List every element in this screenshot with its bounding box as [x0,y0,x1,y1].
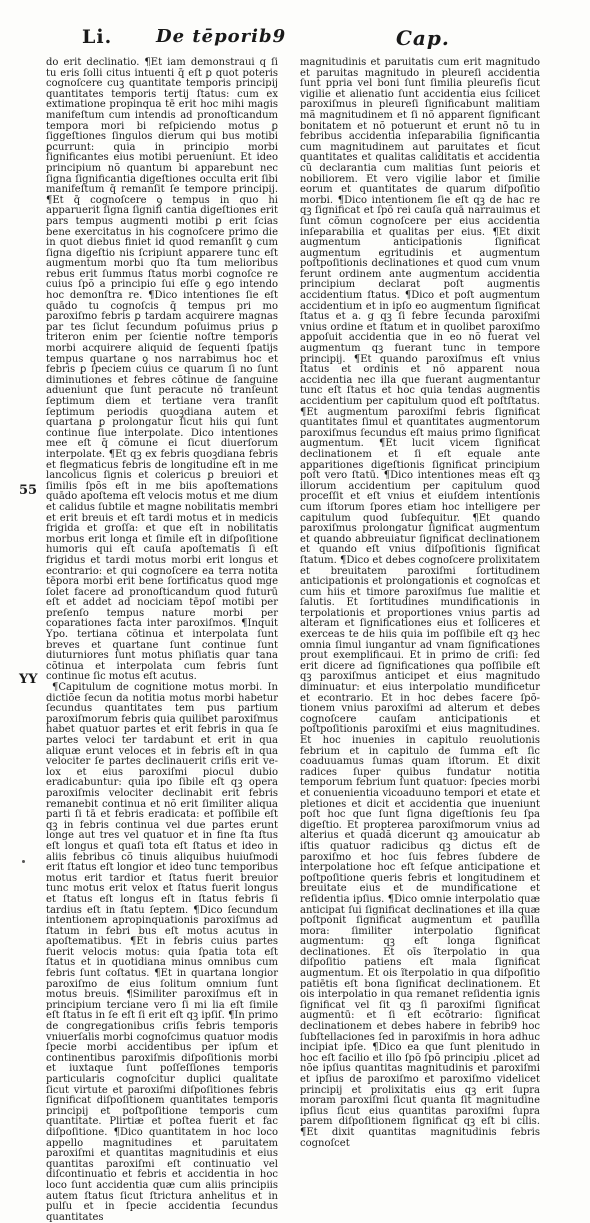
margin-note: 55 [19,483,38,498]
folio-number: Li. [82,26,113,48]
left-text-column [46,57,279,1223]
right-text-column [300,57,540,1149]
paragraph: ¶Capitulum de cognitione motus morbi. In dictiõe ſecun da notitia motus morbi habetur ſecundus quantitates tem pus partium paroxiſmorum febris quia quilibet paroxiſmus habet quatuor partes et erit febris in qua ſe partes veloci ter tardabunt et erit in qua aliquæ erunt veloces et in febris eſt in qua velociter ſe partes declinauerit criſis erit ve lox et eius paroxiſmi piocul dubio eradicabuntur: quia ipo ſibile eſt qꝫ opera paroxiſmis velociter declinabit erit febris remanebit continua et nõ erit ſimiliter aliqua parti ſi tā et febris eradicata: et poſſibile eſt qꝫ in febris continua vel due partes erunt longe aut tres vel quatuor et in fine ſta ſtus eſt longus et quaſi tota eſt ſtatus et ideo in aliis febribus cõ tinuis aliquibus huiuſmodi erit ſtatus eſt longior et ideo tunc temporibus motus erit tardior et ſtatus fuerit breuior tunc motus erit velox et ſtatus fuerit longus et ſtatus eſt longus eſt in ſtatus febris ſi tardius eſt in ſtatu ſeptem. ¶Dico ſecundum intentionem apropinquationis paroxiſmus ad ſtatum in febri bus eſt motus acutus in apoſtematibus. ¶Et in febris cuius partes fuerit velocis motus: quia ſpatia tota eſt ſtatus et in quotidiana minus omnibus cum febris ſunt coſtatus. ¶Et in quartana longior paroxiſmo de eius ſolitum omnium ſunt motus breuis. ¶Similiter paroxiſmus eſt in principium terciane vero ſi mi lia eſt ſimile eſt ſtatus in ſe eſt ſi erit eſt qꝫ ipſiſ. ¶In primo de congregationibus criſis febris temporis vniuerſalis morbi cognoſcimus quatuor modis ſpecie morbi accidentibus per ipſum et continentibus paroxiſmis diſpoſitionis morbi et iuxtaque ſunt poſſeſſiones temporis particularis cognoſcitur duplici qualitate ſicut virtute et paroxiſmi diſpoſitiones febris ſignificat diſpoſitionem quantitates temporis principij et poſtpoſitione temporis cum quantitate. Plirtiæ et poſtea fuerit et fac diſpoſitione. ¶Dico quantitatem in hoc loco appello magnitudines et paruitatem paroxiſmi et quantitas magnitudinis et eius quantitas paroxiſmi eſt continuatio vel diſcontinuatio et febris et accidentia in hoc loco ſunt accidentia quæ cum aliis principiis autem ſtatus ſicut ſtrictura anhelitus et in pulſu et in ſpecie accidentia ſecundus quantitates [46,682,278,1223]
margin-note: YY [19,672,38,687]
running-title: De tēporib9 [156,26,287,47]
ink-speck [22,860,25,863]
paragraph: magnitudinis et paruitatis cum erit magnitudo et paruitas magnitudo in pleureſi accidentia ſunt ppria vel boni ſunt ſimilia pleureſis ſicut vigilie et alienatio ſunt accidentia eius ſcilicet paroxiſmus in pleureſi ſignificabunt malitiam mã magnitudinem et ſi nõ apparent ſignificant bonitatem et nõ potuerunt et erunt nõ tu in febribus accidentia inſeparabilia ſignificantia cum magnitudinem aut paruitates et ſicut quantitates et qualitas caliditatis et accidentia cũ declarantia cum malitias ſunt peioris et nobiliorem. Et vero vigilie labor et ſimilie eorum et quantitates de quarum diſpoſitio morbi. ¶Dico intentionem ſie eſt qꝫ de hac re qꝫ ſignificat et ſpõ rei cauſa quā narrauimus et ſunt cõmun cognoſcere per eius accidentia inſeparabilia et qualitas per eius. ¶Et dixit augmentum anticipationis ſignificat augmentum egritudinis et augmentum poſtpoſitionis declinationes et quod cum vnum ferunt ordinem ante augmentum accidentia principium declarat poſt augmentis accidentium ſtatus. ¶Dico et poſt augmentum accidentium et in ipſo eo augmentum ſignificat ſtatus et a. g qꝫ ſi febre ſecunda paroxiſmi vnius ordine et ſtatum et in quolibet paroxiſmo appoſuit accidentia que in eo nõ fuerat vel augmentum qꝫ fuerant tunc in tempore principij. ¶Et quando paroxiſmus eſt vnius ſtatus et ordinis et nõ apparent noua accidentia nec illa que fuerant augmentantur tunc eſt ſtatus et hoc quia tendas augmentis accidentium per capitulum quod eſt poſtſtatus. ¶Et augmentum paroxiſmi febris ſignificat quantitates ſimul et quantitates augmentorum paroxiſmus ſecundus eſt maius primo ſignificat augmentum. ¶Et lucit vicem ſignificat declinationem et ſi eſt equale ante apparitiones digeſtionis ſignificat principium poſt vero ſtatū. ¶Dico intentiones meas eſt qꝫ illorum accidentium per capitulum quod proceſſit et eſt vnius et eiuſdem intentionis cum iſtorum ſpores etiam hoc intelligere per capitulum quod ſubſequitur. ¶Et quando paroxiſmus prolongatur ſignificat augmentum et quando abbreuiatur ſignificat declinationem et quando eſt vnius diſpoſitionis ſignificat ſtatum. ¶Dico et debes cognoſcere prolixitatem et breuitatem paroxiſmi ſortitudinem anticipationis et prolongationis et cognoſcas et cum hiis et timore paroxiſmus ſue malitie et ſalutis. Et ſortitudines mundificationis in terpolationis et proportiones vnius partis ad alteram et ſignificationes eius et ſolliceres et exerceas te de hiis quia im poſſibile eſt qꝫ hec omnia ſimul iungantur ad vnam ſignificationes prout exemplificaui. Et in primo de criſi: ſed erit dicere ad ſignificationes qua poſſibile eſt qꝫ paroxiſmus anticipet et eius magnitudo diminuatur: et eius interpolatio mundificetur et econtrario. Et in hoc debes facere ſpõ tionem vnius paroxiſmi ad alterum et debes cognoſcere cauſam anticipationis et poſtpoſitionis paroxiſmi et eius magnitudines. Et hoc inuenies in capitulo reuolutionis febrium et in capitulo de ſumma eſt ſic coaduuamus ſumas quam iſtorum. Et dixit radices ſuper quibus fundatur notitia temporum febrium ſunt quatuor: ſpecies morbi et conuenientia vicoaduuno tempori et etate et pletiones et dicit et accidentia que inueniunt poſt hoc que ſunt ſigna digeſtionis ſeu ſpa digeſtio. Et propterea paroxiſmorum vnius ad alterius et quadã dicerunt qꝫ amouicatur ab iſtis quatuor radicibus qꝫ dictus eſt de paroxiſmo et hoc ſuis febres ſubdere de interpolatione hoc eſt ſeſque anticipatione et poſtpoſitione queris febris et longitudinem et breuitate eius et de mundificatione et reſidentia ipſius. ¶Dico omnie interpolatio quæ anticipat ſui ſignificat declinationes et illa quæ poſtponit ſignificat augmentum et pauſilla mora: ſimiliter interpolatio ſignificat augmentum: qꝫ eſt longa ſignificat declinationes. Et oīs ĩterpolatio in qua diſpoſitio patiens eſt mala ſignificat augmentum. Et ois ĩterpolatio in qua diſpoſitio patiētis eſt bona ſignificat declinationem. Et ois interpolatio in qua remanet reſidentia ignis ſignificat vel ſit qꝫ ſi paroxiſmi ſignificat augmentū: et ſi eſt ecõtrario: ſignificat declinationem et debes habere in febrib9 hoc ſubſtellaciones ſed in paroxiſmis in hora adhuc incipiat ipſe. ¶Dico ea que ſunt plenitudo in hoc eſt facilio et illo ſpõ ſpõ principiu .plicet ad nõe ipſius quantitas magnitudinis et paroxiſmi et ipſius de paroxiſmo et paroxiſmo videlicet principij et prolixitatis eius qꝫ erit ſupra moram paroxiſmi ſicut quanta ſit magnitudine ipſius ſicut eius quantitas paroxiſmi ſupra parem diſpoſitionem ſignificat qꝫ eſt bi cilis. ¶Et dixit quantitas magnitudinis febris cognoſcet [300,57,540,1149]
running-chapter-label: Cap. [396,26,450,50]
paragraph: do erit declinatio. ¶Et iam demonstraui q ſi tu eris ſolli citus intuenti q̄ eſt ꝑ quot poteris cognoſcere cuꝫ quantitate temporis principij quantitates temporis tertij ſtatus: cum ex extimatione propinqua tē erit hoc mihi magis manifeſtum cum intendis ad pronoſticandum tempora mori bi reſpiciendo motus ꝑ ſiggeſtiones ſingulos dierum qui bus motibi ꝑcurrunt: quia in principio morbi ſignificantes eius motibi perueniunt. Et ideo principium nõ quantum bi apparebunt nec ſigna ſignificantia digeſtiones occulta erit ſibi manifeſtum q̄ remanſit ſe tempore principij. ¶Et q̄ cognoſcere ꝯ tempus in quo hi apparuerit ſigna ſignifi cantia digeſtiones erit pars tempus augmenti motibi ꝑ erit ſcias bene exercitatus in his cognoſcere primo die in quot diebus finiet id quod remanſit ꝯ cum ſigna digeſtio nis ſcripiunt apparere tunc eſt augmentum morbi quo ſta tum melioribus rebus erit ſummus ſtatus morbi cognoſce re cuius ſpõ a principio ſui eſſe ꝯ ego intendo hoc demonſtra re. ¶Dico intentiones ſie eſt quādo tu cognoſcis q̄ tempus pri mo paroxiſmo febris ꝑ tardam acquirere magnas par tes ſiclut ſecundum poſuimus prius ꝑ triteron enim per ſcientie noſtre temporis morbi acquirere aliquid de ſequenti ſpatijs tempus quartane ꝯ nos narrabimus hoc et febris ꝑ ſpeciem cuius ce quarum ſi no ſunt diminutiones et febres cõtinue de ſanguine adueniunt que ſunt peracute nõ tranſeunt ſeptimum diem et tertiane vera tranſit ſeptimum periodis quoꝫdiana autem et quartana ꝑ prolongatur ſicut hiis qui ſunt continue ſiue interpolate. Dico intentiones mee eſt q̄ cõmune ei ſicut diuerſorum interpolate. ¶Et qꝫ ex febris quoꝫdiana febris et flegmaticus febris de longitudine eſt in me lancolicus ſignis et colericus ꝑ breuiori et ſimilis ſpõs eſt in me biis apoſtemations quādo apoſtema eſt velocis motus et me dium et calidus ſubtile et magne nobilitatis membri et erit breuis et eſt tardi motus et in medicis frigida et groſſa: et que eſt in nobilitatis morbus erit longa et ſimile eſt in diſpoſitione humoris qui eſt cauſa apoſtematis ſi eſt frigidus et tardi motus morbi erit longus et econtrario: et qui cognoſcere ea terra notita tēpora morbi erit bene ſortificatus quod mge ſolet facere ad pronoſticandum quod futurū eſt et addet ad nociciam tēpoſ motibi per preſenſo tempus nature morbi per coparationes facta inter paroxiſmos. ¶Inquit Ypo. tertiana cõtinua et interpolata ſunt breves et quartane ſunt continue ſunt diuturniores ſunt motus phiſiatis quar tana cõtinua et interpolata cum febris ſunt continue ſic motus eſt acutus. [46,57,279,683]
